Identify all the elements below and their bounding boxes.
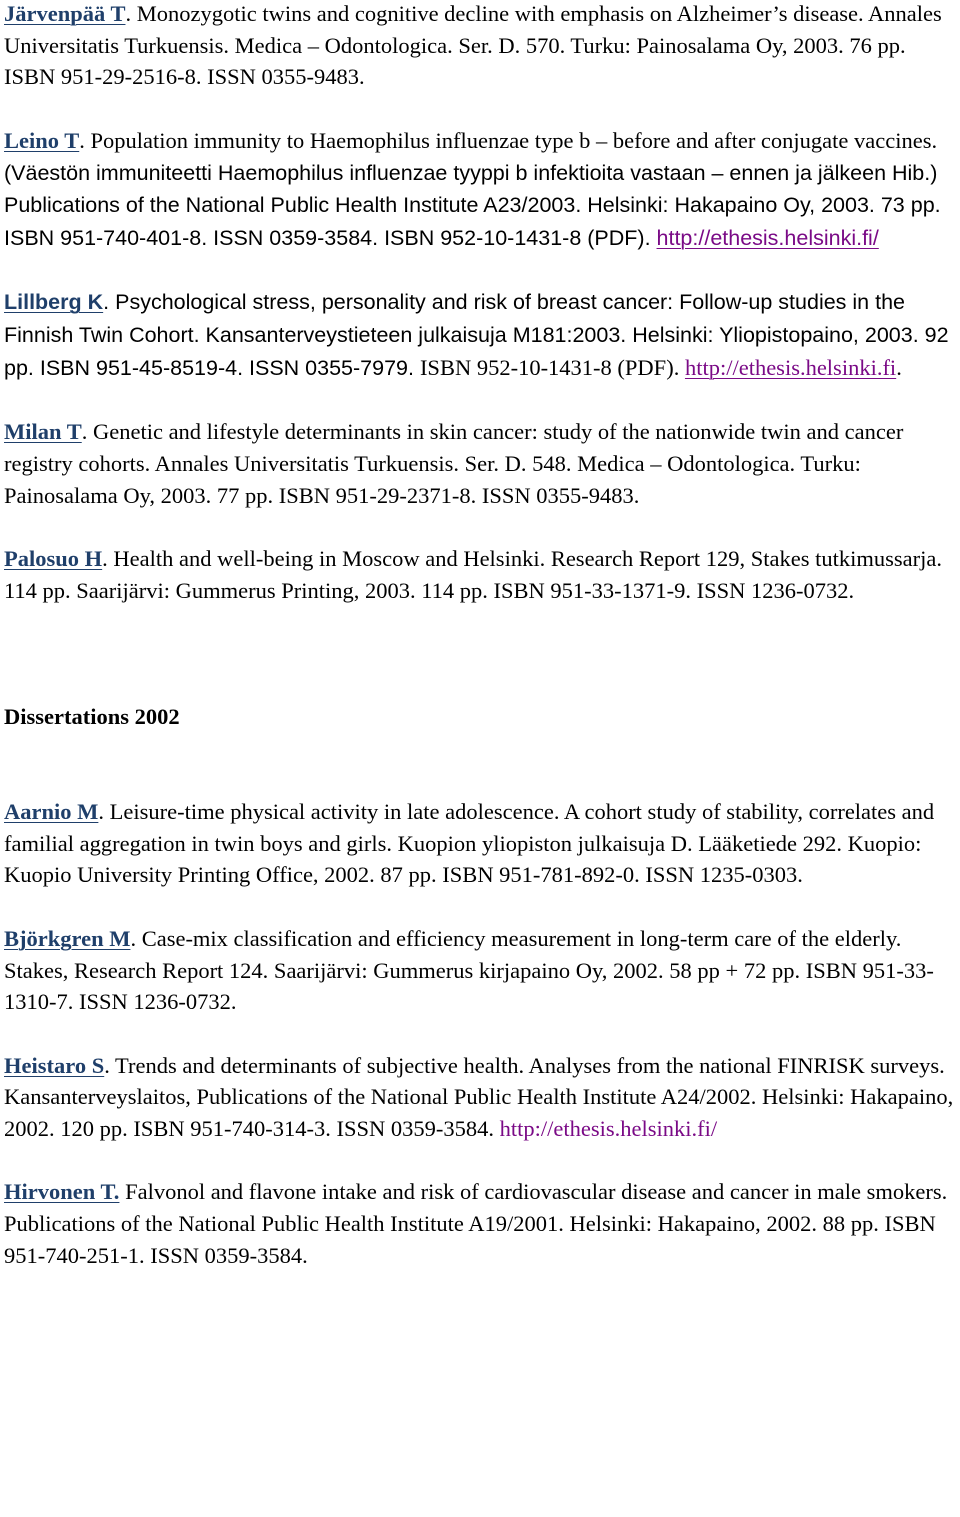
reference-text: Falvonol and flavone intake and risk of cardiovascular disease and cancer in male smokers. Publications of the National Public Health Institute A19/2001. Helsinki: Hakapaino, 2002. 88 pp. ISBN 951-740-251-1. ISSN 0359-3584. bbox=[4, 1179, 948, 1268]
reference-text: (Väestön immuniteetti Haemophilus influenzae tyyppi b infektioita vastaan – ennen ja jälkeen Hib.) Publications of the National Public Health Institute A23/2003. Helsinki: Hakapaino Oy, 2003. 73 pp. ISBN 951-740-401-8. ISSN 0359-3584. ISBN 952-10-1431-8 (PDF). bbox=[4, 160, 941, 250]
spacer bbox=[4, 1145, 956, 1177]
reference-text: ISBN 952-10-1431-8 (PDF). bbox=[419, 354, 685, 380]
author-name: Lillberg K bbox=[4, 290, 104, 315]
reference-entry bbox=[4, 543, 956, 606]
spacer bbox=[4, 891, 956, 923]
spacer bbox=[4, 384, 956, 416]
spacer bbox=[4, 606, 956, 701]
reference-text: . Leisure-time physical activity in late adolescence. A cohort study of stability, correlates and familial aggregation in twin boys and girls. Kuopion yliopiston julkaisuja D. Lääketiede 292. Kuopio: Kuopio University Printing Office, 2002. 87 pp. ISBN 951-781-892-0. ISSN 1235-0303. bbox=[4, 799, 935, 888]
reference-entry bbox=[4, 1176, 956, 1271]
reference-text: . Population immunity to Haemophilus influenzae type b – before and after conjugate vaccines. bbox=[79, 127, 938, 153]
reference-entry bbox=[4, 796, 956, 891]
author-name: Milan T bbox=[4, 419, 82, 445]
author-name: Björkgren M bbox=[4, 925, 131, 951]
author-name: Heistaro S bbox=[4, 1052, 105, 1078]
reference-entry bbox=[4, 923, 956, 1018]
ethesis-link[interactable]: http://ethesis.helsinki.fi bbox=[684, 354, 897, 380]
spacer bbox=[4, 255, 956, 287]
spacer bbox=[4, 511, 956, 543]
spacer bbox=[4, 733, 956, 796]
reference-text: . Monozygotic twins and cognitive decline with emphasis on Alzheimer’s disease. Annales Universitatis Turkuensis. Medica – Odontologica. Ser. D. 570. Turku: Painosalama Oy, 2003. 76 pp. ISBN 951-29-2516-8. ISSN 0355-9483. bbox=[4, 1, 942, 90]
reference-entry bbox=[4, 1050, 956, 1145]
author-name: Aarnio M bbox=[4, 799, 99, 824]
reference-tail: . bbox=[896, 354, 902, 380]
author-name: Leino T bbox=[4, 127, 80, 153]
reference-entry bbox=[4, 125, 956, 255]
reference-text: . Case-mix classification and efficiency measurement in long-term care of the elderly. Stakes, Research Report 124. Saarijärvi: Gummerus kirjapaino Oy, 2002. 58 pp + 72 pp. ISBN 951-33-1310-7. ISSN 1236-0732. bbox=[4, 925, 934, 1015]
author-name: Hirvonen T. bbox=[4, 1179, 120, 1205]
reference-entry bbox=[4, 0, 956, 93]
author-name: Palosuo H bbox=[4, 545, 103, 571]
spacer bbox=[4, 1018, 956, 1050]
section-heading: Dissertations 2002 bbox=[4, 704, 180, 730]
reference-entry bbox=[4, 286, 956, 384]
ethesis-link[interactable]: http://ethesis.helsinki.fi/ bbox=[499, 1116, 718, 1141]
reference-entry bbox=[4, 416, 956, 511]
reference-text: . Health and well-being in Moscow and Helsinki. Research Report 129, Stakes tutkimussarja. 114 pp. Saarijärvi: Gummerus Printing, 2003. 114 pp. ISBN 951-33-1371-9. ISSN 1236-0732. bbox=[4, 545, 942, 603]
spacer bbox=[4, 93, 956, 125]
document-page bbox=[4, 0, 956, 1272]
reference-text: . Trends and determinants of subjective health. Analyses from the national FINRISK surveys. Kansanterveyslaitos, Publications of the National Public Health Institute A24/2002. Helsinki: Hakapaino, 2002. 120 pp. ISBN 951-740-314-3. ISSN 0359-3584. bbox=[4, 1052, 954, 1141]
ethesis-link[interactable]: http://ethesis.helsinki.fi/ bbox=[656, 225, 879, 250]
author-name: Järvenpää T bbox=[4, 1, 126, 26]
reference-text: . Genetic and lifestyle determinants in skin cancer: study of the nationwide twin and cancer registry cohorts. Annales Universitatis Turkuensis. Ser. D. 548. Medica – Odontologica. Turku: Painosalama Oy, 2003. 77 pp. ISBN 951-29-2371-8. ISSN 0355-9483. bbox=[4, 419, 904, 508]
reference-text: . Psychological stress, personality and risk of breast cancer: Follow-up studies in the Finnish Twin Cohort. Kansanterveystieteen julkaisuja M181:2003. Helsinki: Yliopistopaino, 2003. 92 pp. ISBN 951-45-8519-4. ISSN 0355-7979. bbox=[4, 290, 949, 380]
